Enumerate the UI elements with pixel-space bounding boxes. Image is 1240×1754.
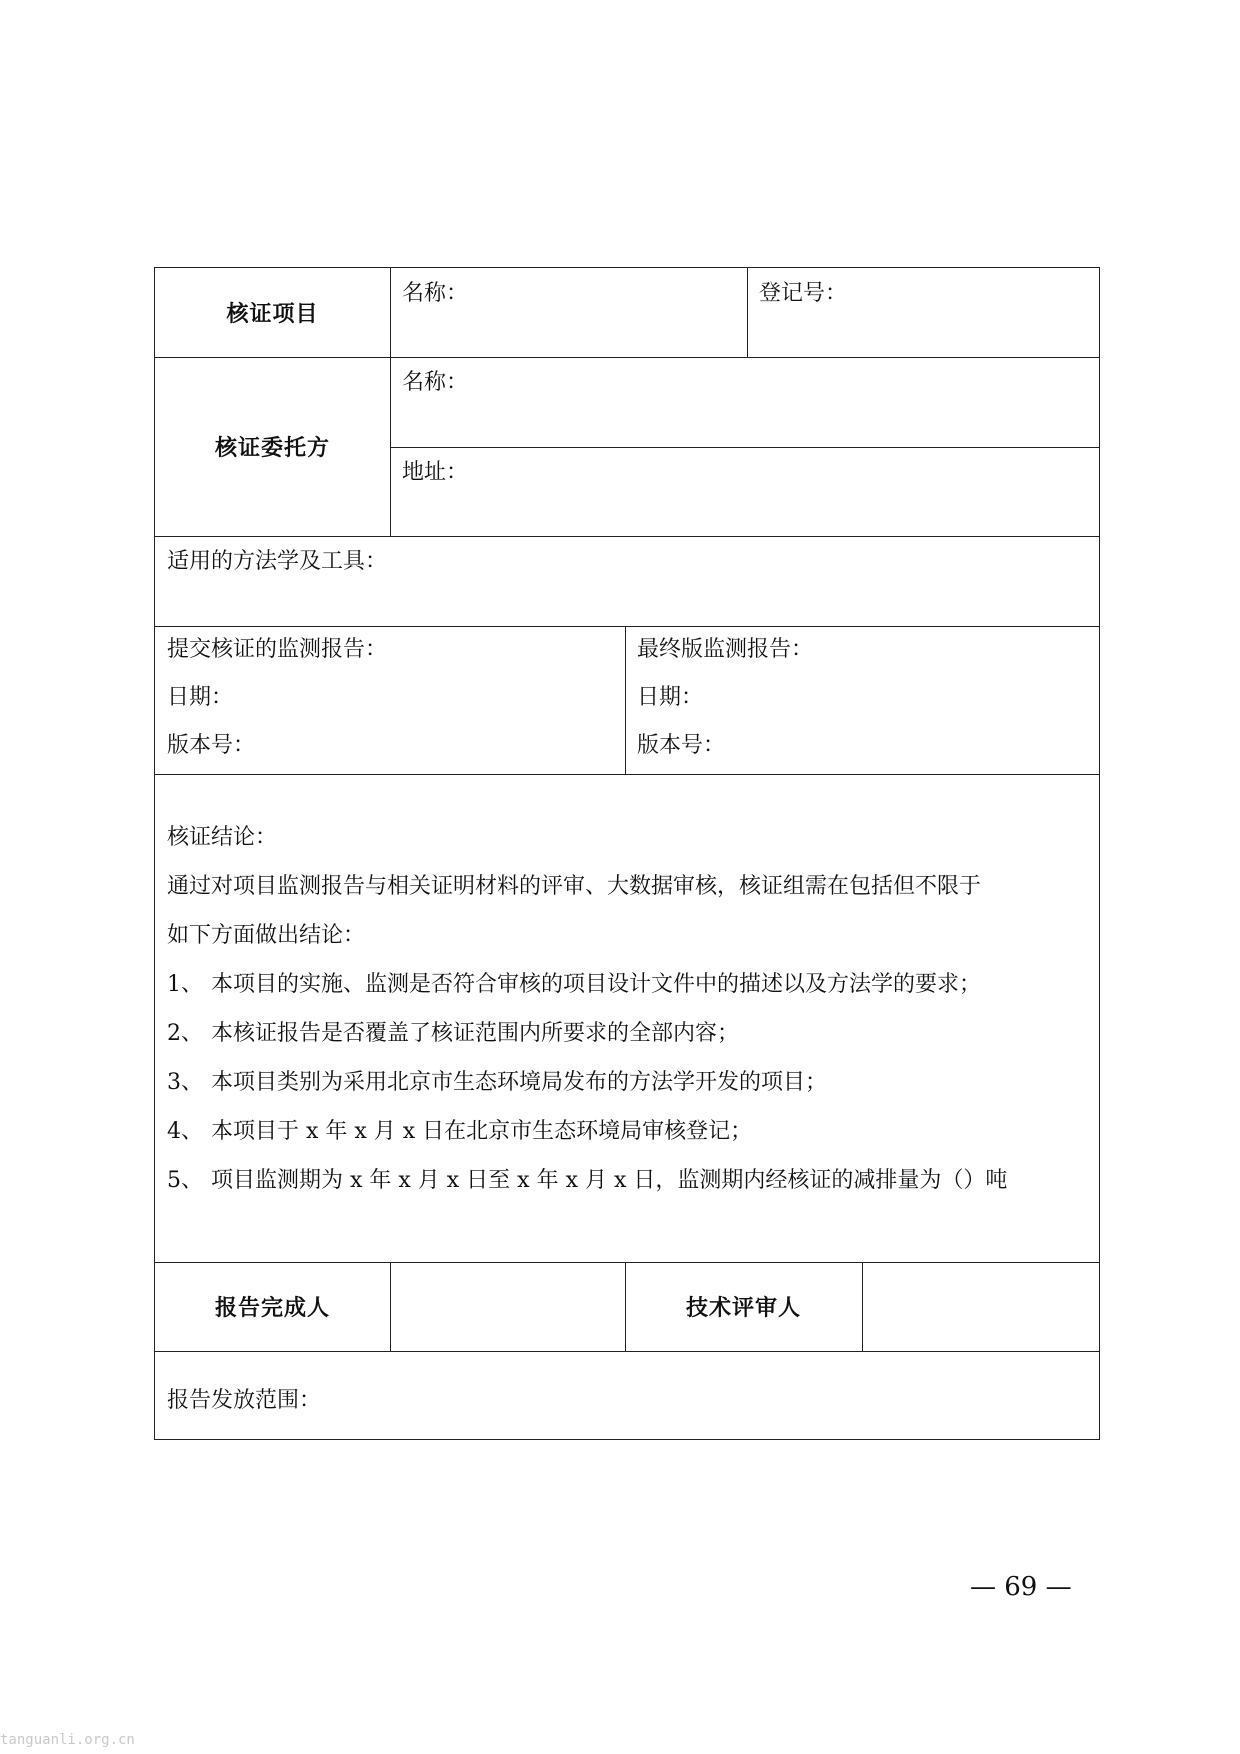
conclusion-item: [167, 1016, 739, 1047]
final-report-version: 版本号：: [637, 733, 726, 758]
project-label: 核证项目: [226, 302, 319, 327]
conclusion-item: [167, 1163, 1007, 1194]
item-number: 2、: [167, 1021, 203, 1046]
final-report-cell[interactable]: [625, 626, 1099, 774]
conclusion-intro: 通过对项目监测报告与相关证明材料的评审、大数据审核，核证组需在包括但不限于: [167, 874, 982, 899]
report-author-field[interactable]: [390, 1262, 625, 1351]
item-number: 3、: [167, 1070, 203, 1095]
item-number: 1、: [167, 972, 203, 997]
submitted-report-cell[interactable]: [155, 626, 625, 774]
conclusion-cell: [155, 774, 1099, 1262]
item-number: 4、: [167, 1119, 203, 1144]
report-author-label: 报告完成人: [214, 1296, 330, 1321]
conclusion-item: [167, 1114, 752, 1145]
item-number: 5、: [167, 1168, 203, 1193]
item-text: 本项目类别为采用北京市生态环境局发布的方法学开发的项目；: [211, 1070, 828, 1095]
submitted-report-date: 日期：: [167, 685, 234, 710]
page-number: — 69 —: [970, 1572, 1072, 1602]
project-registration-field[interactable]: 登记号：: [759, 281, 848, 306]
client-label: 核证委托方: [214, 436, 330, 461]
methodology-field[interactable]: 适用的方法学及工具：: [167, 549, 388, 574]
verification-report-form: [154, 267, 1100, 1440]
item-text: 本项目于 x 年 x 月 x 日在北京市生态环境局审核登记；: [211, 1119, 753, 1144]
conclusion-item: [167, 967, 981, 998]
final-report-date: 日期：: [637, 685, 704, 710]
submitted-report-version: 版本号：: [167, 733, 256, 758]
item-text: 项目监测期为 x 年 x 月 x 日至 x 年 x 月 x 日，监测期内经核证的减排量为（）吨: [211, 1168, 1008, 1193]
submitted-report-title: 提交核证的监测报告：: [167, 637, 388, 662]
project-name-field[interactable]: 名称：: [402, 281, 469, 306]
distribution-label: 报告发放范围：: [167, 1388, 322, 1413]
tech-reviewer-label: 技术评审人: [685, 1296, 801, 1321]
client-name-field[interactable]: 名称：: [402, 370, 469, 395]
site-watermark: tanguanli.org.cn: [0, 1732, 135, 1748]
item-text: 本核证报告是否覆盖了核证范围内所要求的全部内容；: [211, 1021, 740, 1046]
client-address-field[interactable]: 地址：: [402, 460, 469, 485]
distribution-field[interactable]: [155, 1351, 1099, 1439]
item-text: 本项目的实施、监测是否符合审核的项目设计文件中的描述以及方法学的要求；: [211, 972, 982, 997]
conclusion-intro-cont: 如下方面做出结论：: [167, 923, 366, 948]
final-report-title: 最终版监测报告：: [637, 637, 814, 662]
tech-reviewer-field[interactable]: [862, 1262, 1099, 1351]
conclusion-item: [167, 1065, 827, 1096]
conclusion-heading: 核证结论：: [167, 825, 278, 850]
